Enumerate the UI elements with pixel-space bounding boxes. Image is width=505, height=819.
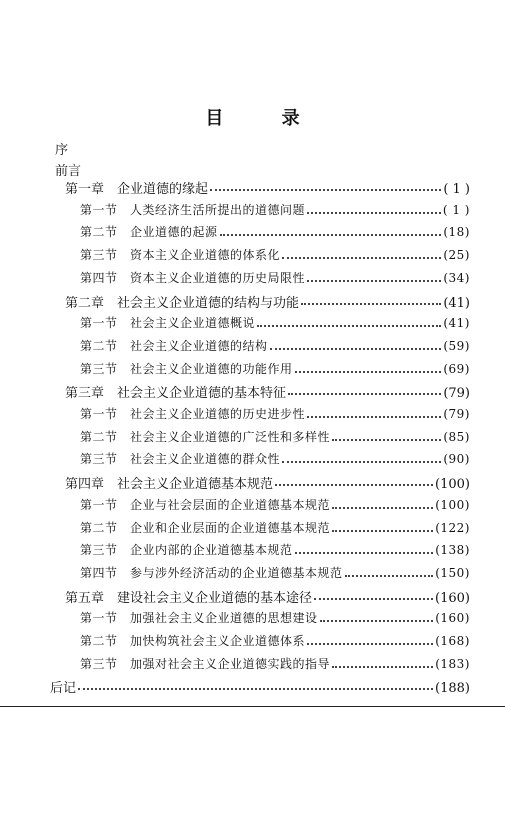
toc-entry-label: 第一节 加强社会主义企业道德的思想建设 [80, 611, 318, 626]
toc-preface: 序 [55, 143, 69, 158]
toc-entry-label: 第二章 社会主义企业道德的结构与功能 [65, 295, 300, 311]
toc-leader-dots [282, 461, 441, 463]
toc-leader-dots [320, 620, 434, 622]
toc-entry [80, 564, 470, 584]
toc-leader-dots [78, 688, 433, 690]
toc-entry [80, 269, 470, 289]
toc-entry-page: (41) [443, 316, 470, 331]
toc-entry-page: ( 1 ) [442, 202, 470, 217]
toc-entry-label: 第五章 建设社会主义企业道德的基本途径 [65, 590, 313, 606]
toc-leader-dots [332, 439, 441, 441]
toc-entry-page: (138) [435, 543, 470, 558]
toc-entry-label: 第四节 资本主义企业道德的历史局限性 [80, 270, 306, 285]
toc-entry [80, 223, 470, 243]
toc-entry-label: 第一章 企业道德的缘起 [65, 182, 209, 197]
toc-entry-page: (150) [435, 565, 470, 580]
toc-entry-label: 第三节 社会主义企业道德的功能作用 [80, 361, 293, 376]
toc-entry-page: (69) [443, 361, 470, 376]
toc-entry-page: (85) [443, 429, 470, 444]
toc-entry-label: 第三节 资本主义企业道德的体系化 [80, 248, 281, 263]
toc-entry [80, 655, 470, 675]
toc-leader-dots [332, 530, 433, 532]
toc-leader-dots [282, 257, 441, 259]
toc-entry-label: 第三节 企业内部的企业道德基本规范 [80, 543, 293, 558]
toc-entry-page: (160) [435, 611, 470, 626]
toc-entry-label: 第二节 社会主义企业道德的广泛性和多样性 [80, 429, 331, 444]
toc-entry-page: (79) [443, 407, 470, 421]
toc-entry-label: 第三章 社会主义企业道德的基本特征 [65, 386, 287, 402]
toc-leader-dots [307, 212, 441, 214]
toc-leader-dots [332, 507, 433, 509]
toc-entry-label: 第一节 企业与社会层面的企业道德基本规范 [80, 497, 331, 512]
toc-leader-dots [307, 416, 441, 418]
toc-leader-dots [288, 393, 441, 395]
toc-leader-dots [314, 598, 433, 600]
toc-entry [65, 178, 470, 198]
toc-entry-page: (59) [443, 338, 470, 353]
toc-entry-page: (25) [443, 248, 470, 263]
toc-leader-dots [332, 666, 433, 668]
toc-leader-dots [301, 303, 441, 305]
page-title: 目 录 [205, 108, 326, 129]
toc-entry [80, 314, 470, 334]
toc-entry-label: 第一节 社会主义企业道德的历史进步性 [80, 407, 306, 421]
toc-leader-dots [295, 552, 434, 554]
toc-entry [65, 473, 470, 493]
toc-entry-page: (90) [443, 452, 470, 467]
toc-entry [80, 632, 470, 652]
toc-entry [80, 496, 470, 516]
toc-entry-label: 第二节 企业和企业层面的企业道德基本规范 [80, 520, 331, 535]
toc-leader-dots [210, 189, 441, 191]
toc-entry [80, 246, 470, 266]
toc-entry-label: 第四章 社会主义企业道德基本规范 [65, 477, 274, 493]
toc-entry-label: 第三节 加强对社会主义企业道德实践的指导 [80, 656, 331, 671]
toc-entry [80, 201, 470, 221]
toc-entry [80, 360, 470, 380]
toc-leader-dots [345, 575, 434, 577]
toc-entry-page: (168) [435, 634, 470, 648]
toc-entry [65, 587, 470, 607]
toc-entry-page: (34) [443, 270, 470, 285]
toc-entry-page: (41) [443, 295, 470, 311]
toc-entry [80, 405, 470, 425]
toc-leader-dots [270, 348, 442, 350]
toc-entry-label: 第二节 企业道德的起源 [80, 225, 218, 240]
toc-entry-label: 第三节 社会主义企业道德的群众性 [80, 452, 281, 467]
toc-leader-dots [257, 325, 441, 327]
page-divider [0, 706, 505, 707]
toc-entry-label: 第四节 参与涉外经济活动的企业道德基本规范 [80, 565, 343, 580]
toc-leader-dots [220, 234, 442, 236]
toc-entry-page: (18) [443, 225, 470, 240]
toc-foreword: 前言 [55, 164, 82, 179]
toc-entry [65, 382, 470, 402]
toc-entry [80, 428, 470, 448]
toc-entry-page: (122) [435, 520, 470, 535]
toc-leader-dots [307, 280, 441, 282]
toc-entry [65, 292, 470, 312]
toc-entry [80, 541, 470, 561]
toc-entry-page: (183) [435, 656, 470, 671]
toc-entry [50, 677, 470, 697]
toc-entry [80, 337, 470, 357]
toc-entry-label: 第一节 社会主义企业道德概说 [80, 316, 256, 331]
toc-entry [80, 450, 470, 470]
toc-entry-page: ( 1 ) [443, 182, 470, 197]
toc-entry [80, 609, 470, 629]
toc-entry [80, 519, 470, 539]
toc-entry-label: 后记 [50, 681, 77, 697]
toc-entry-page: (100) [435, 477, 470, 493]
toc-entry-label: 第一节 人类经济生活所提出的道德问题 [80, 202, 306, 217]
toc-entry-page: (188) [435, 681, 470, 697]
toc-entry-label: 第二节 加快构筑社会主义企业道德体系 [80, 634, 306, 648]
toc-entry-page: (100) [435, 497, 470, 512]
toc-leader-dots [295, 371, 442, 373]
toc-entry-page: (160) [435, 590, 470, 606]
toc-leader-dots [307, 643, 433, 645]
toc-leader-dots [275, 484, 433, 486]
toc-entry-label: 第二节 社会主义企业道德的结构 [80, 338, 268, 353]
toc-entry-page: (79) [443, 386, 470, 402]
